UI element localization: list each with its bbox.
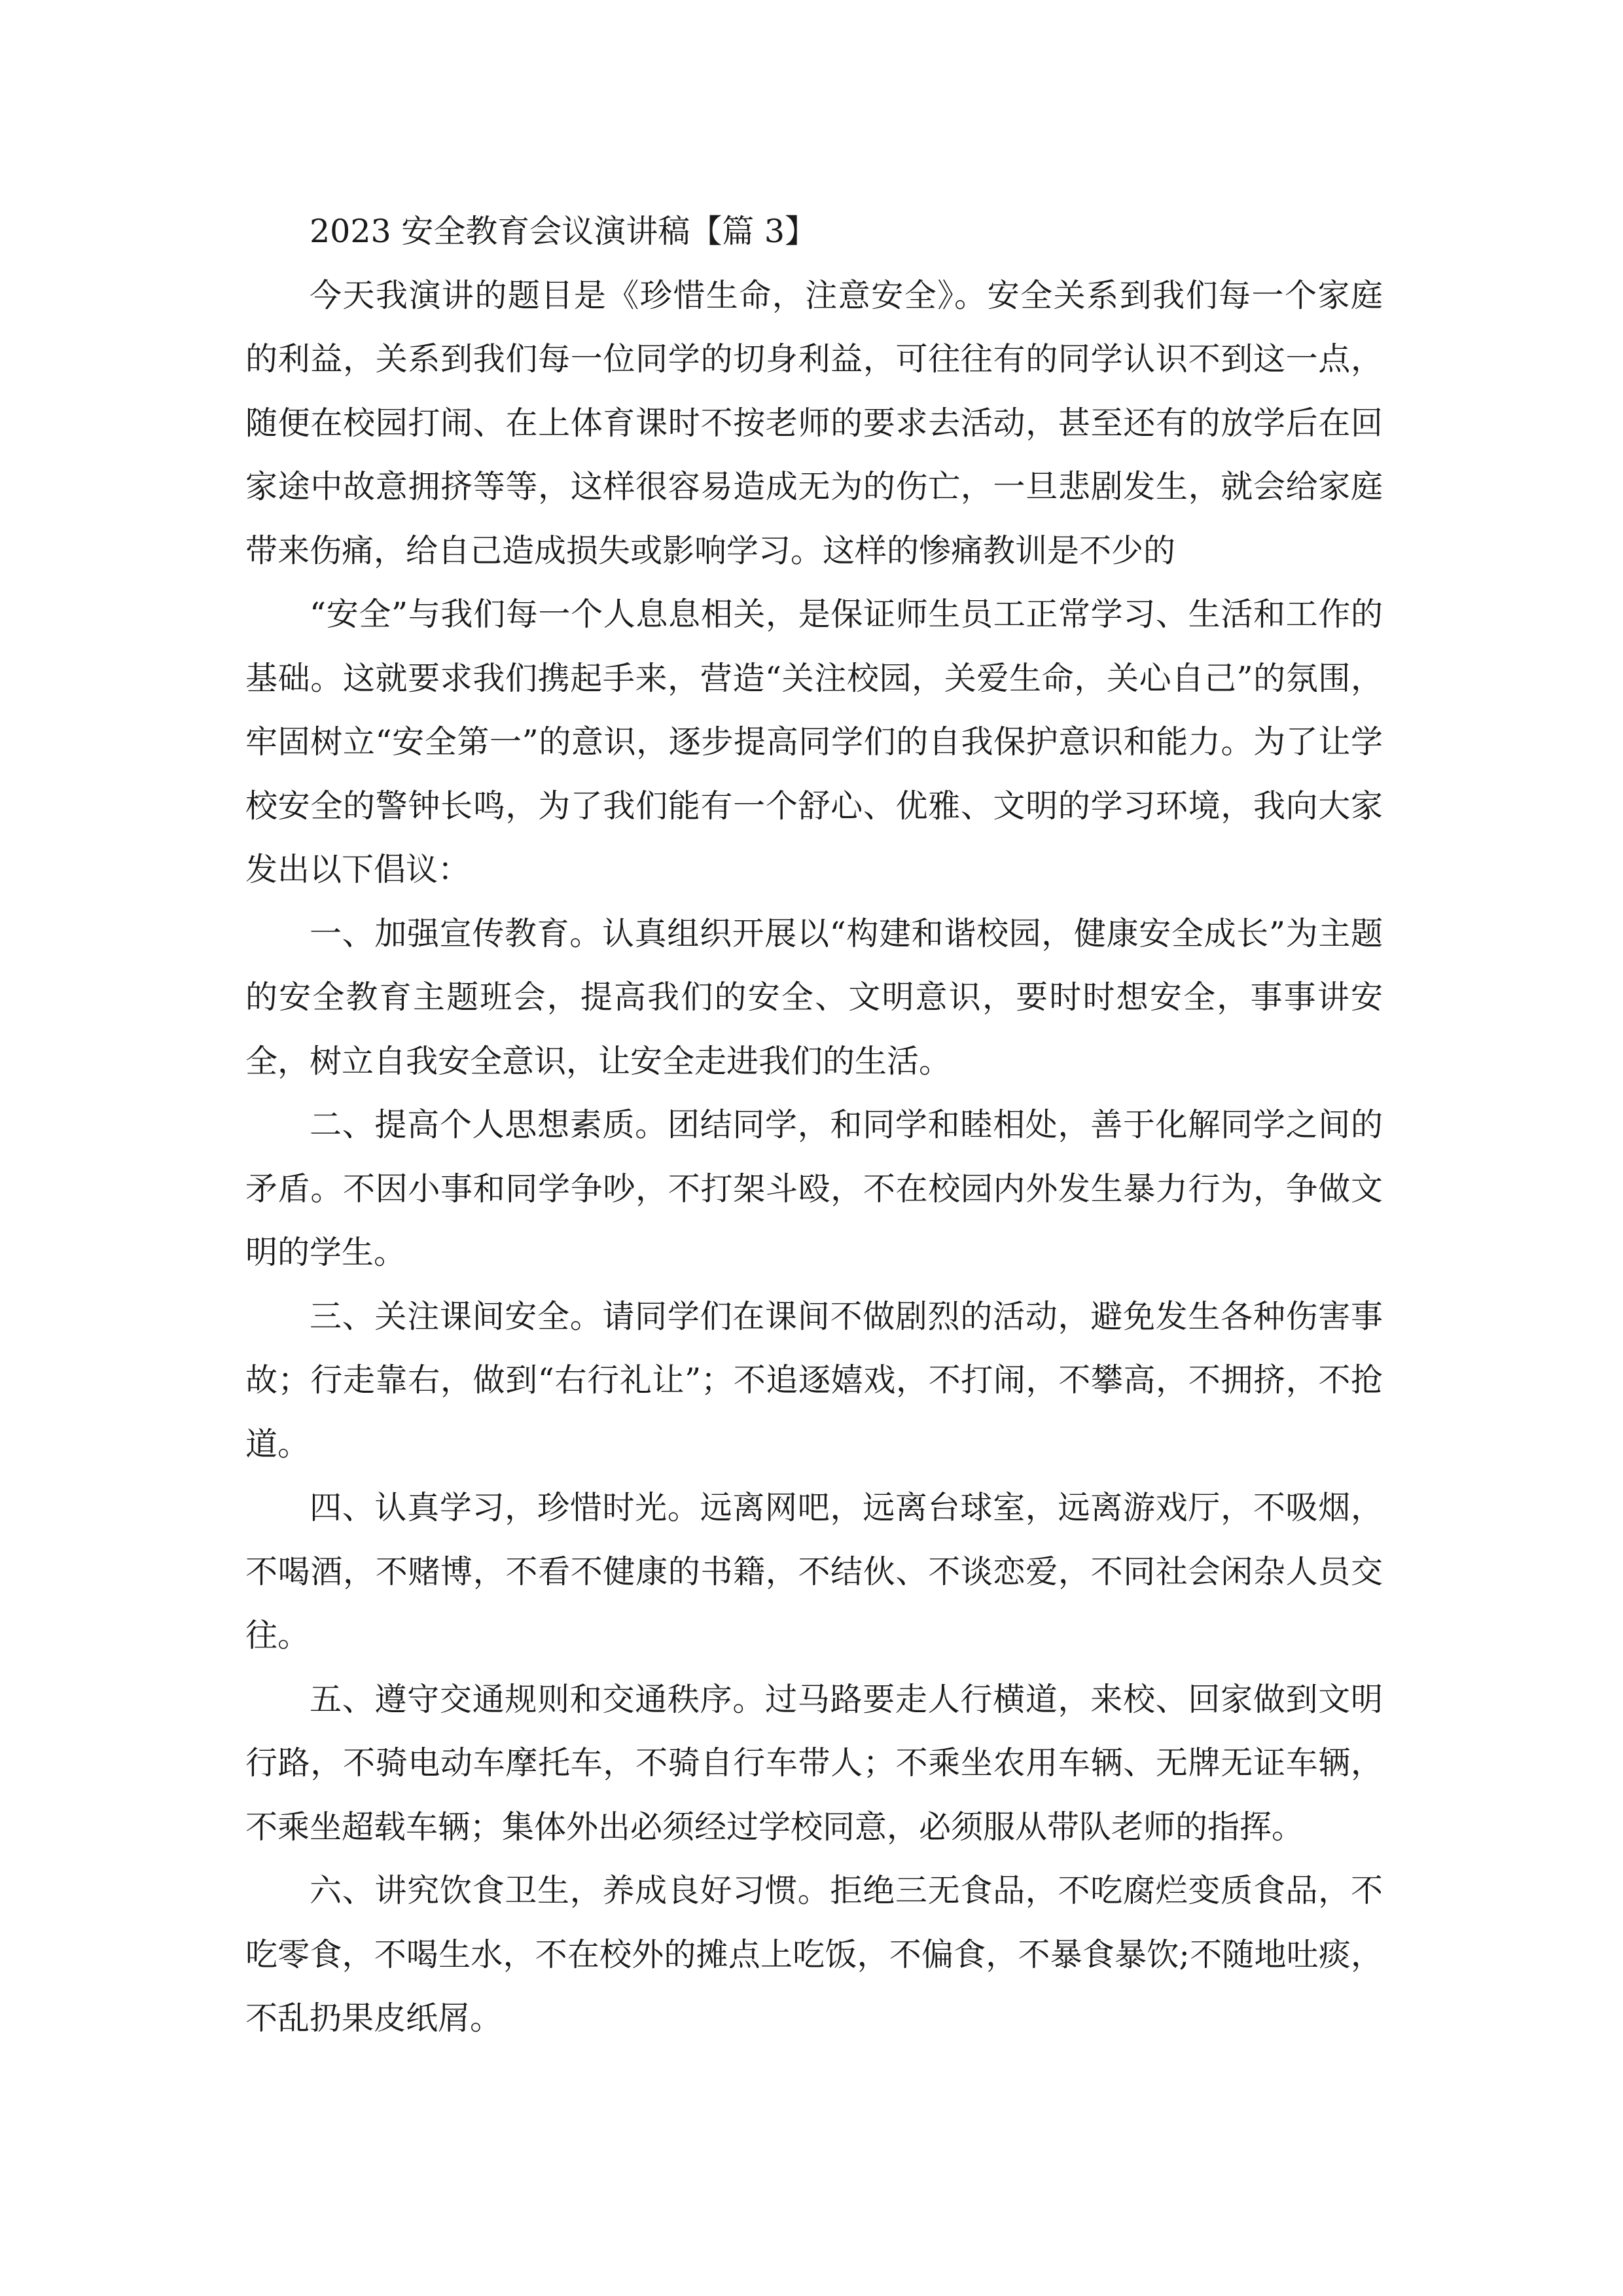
paragraph-item-3: 三、关注课间安全。请同学们在课间不做剧烈的活动，避免发生各种伤害事故；行走靠右，做到“右行礼让”；不追逐嬉戏，不打闹，不攀高，不拥挤，不抢道。 bbox=[245, 1297, 1383, 1463]
paragraph-item-1: 一、加强宣传教育。认真组织开展以“构建和谐校园，健康安全成长”为主题的安全教育主题班会，提高我们的安全、文明意识，要时时想安全，事事讲安全，树立自我安全意识，让安全走进我们的生活。 bbox=[245, 914, 1383, 1080]
paragraph-item-6: 六、讲究饮食卫生，养成良好习惯。拒绝三无食品，不吃腐烂变质食品，不吃零食，不喝生水，不在校外的摊点上吃饭，不偏食，不暴食暴饮;不随地吐痰，不乱扔果皮纸屑。 bbox=[245, 1872, 1383, 2037]
paragraph-item-2: 二、提高个人思想素质。团结同学，和同学和睦相处，善于化解同学之间的矛盾。不因小事和同学争吵，不打架斗殴，不在校园内外发生暴力行为，争做文明的学生。 bbox=[245, 1106, 1383, 1271]
document-title: 2023 安全教育会议演讲稿【篇 3】 bbox=[310, 213, 817, 250]
paragraph-item-4: 四、认真学习，珍惜时光。远离网吧，远离台球室，远离游戏厅，不吸烟，不喝酒，不赌博，不看不健康的书籍，不结伙、不谈恋爱，不同社会闲杂人员交往。 bbox=[245, 1489, 1383, 1654]
document-body bbox=[245, 200, 1383, 2051]
paragraph-intro: 今天我演讲的题目是《珍惜生命，注意安全》。安全关系到我们每一个家庭的利益，关系到我们每一位同学的切身利益，可往往有的同学认识不到这一点，随便在校园打闹、在上体育课时不按老师的要求去活动，甚至还有的放学后在回家途中故意拥挤等等，这样很容易造成无为的伤亡，一旦悲剧发生，就会给家庭带来伤痛，给自己造成损失或影响学习。这样的惨痛教训是不少的 bbox=[245, 276, 1383, 569]
paragraph-safety-importance: “安全”与我们每一个人息息相关，是保证师生员工正常学习、生活和工作的基础。这就要求我们携起手来，营造“关注校园，关爱生命，关心自己”的氛围，牢固树立“安全第一”的意识，逐步提高同学们的自我保护意识和能力。为了让学校安全的警钟长鸣，为了我们能有一个舒心、优雅、文明的学习环境，我向大家发出以下倡议： bbox=[245, 596, 1383, 888]
paragraph-item-5: 五、遵守交通规则和交通秩序。过马路要走人行横道，来校、回家做到文明行路，不骑电动车摩托车，不骑自行车带人；不乘坐农用车辆、无牌无证车辆，不乘坐超载车辆；集体外出必须经过学校同意，必须服从带队老师的指挥。 bbox=[245, 1680, 1383, 1846]
